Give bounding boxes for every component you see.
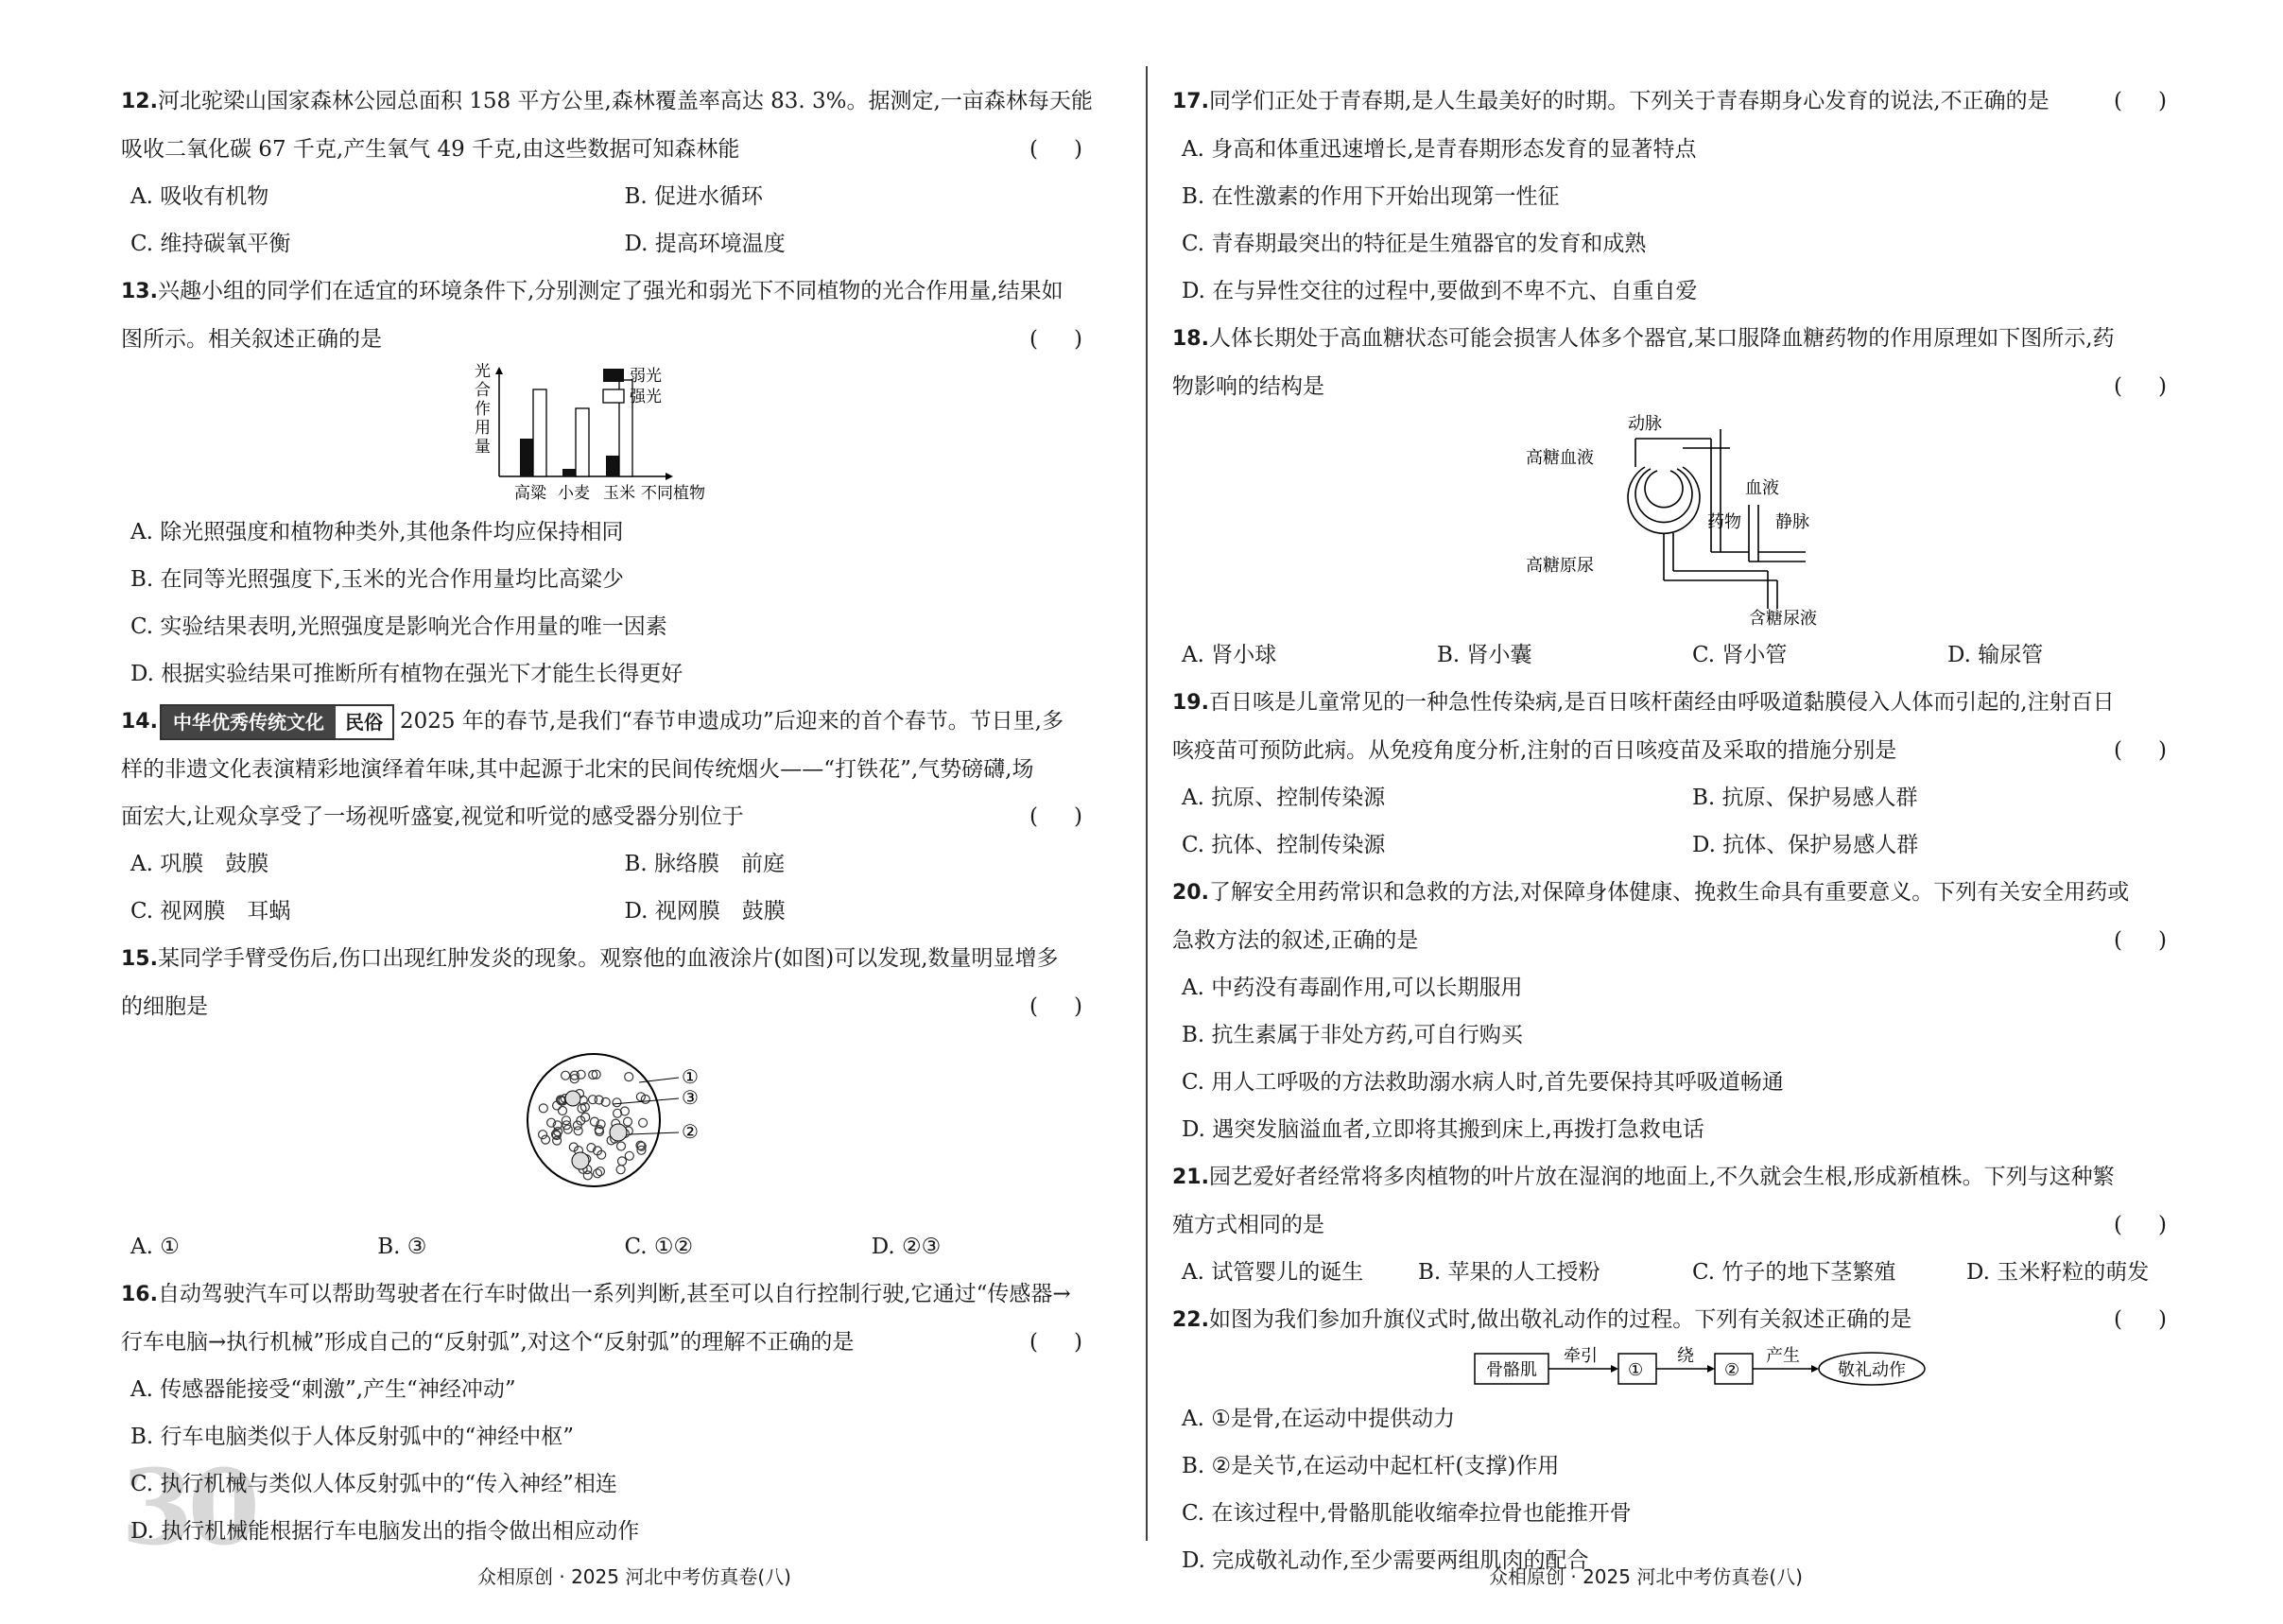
question-text xyxy=(1172,679,2203,727)
tag-sub: 民俗 xyxy=(344,711,383,734)
question-12 xyxy=(121,78,1118,268)
nephron-diagram xyxy=(1172,410,2203,628)
label-1: ① xyxy=(682,1065,699,1088)
question-line: 河北驼梁山国家森林公园总面积 158 平方公里,森林覆盖率高达 83. 3%。据测定,一亩森林每天能 xyxy=(157,89,1093,113)
question-number: 14. xyxy=(121,710,158,734)
tick-label-xiaomai: 小麦 xyxy=(558,484,590,503)
question-22 xyxy=(1172,1296,2203,1584)
question-21 xyxy=(1172,1153,2203,1296)
question-number: 13. xyxy=(121,280,158,303)
question-number: 20. xyxy=(1172,881,1209,905)
option-c: C. 执行机械与类似人体反射弧中的“传入神经”相连 xyxy=(130,1472,617,1496)
answer-paren: () xyxy=(1029,137,1118,162)
option-a: A. 除光照强度和植物种类外,其他条件均应保持相同 xyxy=(130,520,624,544)
question-18 xyxy=(1172,315,2203,679)
question-line: 人体长期处于高血糖状态可能会损害人体多个器官,某口服降血糖药物的作用原理如下图所示,药 xyxy=(1208,326,2115,351)
option-d: D. 视网膜 鼓膜 xyxy=(624,899,786,924)
question-line: 吸收二氧化碳 67 千克,产生氧气 49 千克,由这些数据可知森林能 xyxy=(121,137,740,162)
question-line: 殖方式相同的是 xyxy=(1172,1213,1324,1237)
flow-muscle: 骨骼肌 xyxy=(1486,1360,1537,1380)
option-c: C. 青春期最突出的特征是生殖器官的发育和成熟 xyxy=(1182,232,1647,256)
option-a: A. 巩膜 鼓膜 xyxy=(130,852,269,876)
question-13 xyxy=(121,268,1118,698)
question-line: 图所示。相关叙述正确的是 xyxy=(121,327,382,352)
option-c: C. 肾小管 xyxy=(1692,643,1788,667)
page-number: 30 xyxy=(121,1446,255,1568)
blood-smear-diagram xyxy=(121,1030,1118,1219)
option-c: C. 用人工呼吸的方法救助溺水病人时,首先要保持其呼吸道畅通 xyxy=(1182,1070,1784,1095)
answer-paren: () xyxy=(1029,994,1118,1019)
question-line: 咳疫苗可预防此病。从免疫角度分析,注射的百日咳疫苗及采取的措施分别是 xyxy=(1172,738,1897,763)
category-tag xyxy=(160,704,394,740)
tag-main: 中华优秀传统文化 xyxy=(162,706,336,738)
question-15 xyxy=(121,935,1118,1270)
question-text xyxy=(1172,869,2203,917)
answer-paren: () xyxy=(2114,738,2203,763)
label-high-sugar-blood: 高糖血液 xyxy=(1526,448,1594,468)
question-19 xyxy=(1172,679,2203,869)
question-14 xyxy=(121,698,1118,935)
option-b: B. ③ xyxy=(377,1235,427,1259)
question-number: 22. xyxy=(1172,1308,1209,1332)
option-a: A. 中药没有毒副作用,可以长期服用 xyxy=(1182,976,1523,1000)
bar-weak-yumi xyxy=(606,456,619,476)
option-d: D. 提高环境温度 xyxy=(624,232,786,256)
question-text xyxy=(121,316,1118,363)
question-line: 自动驾驶汽车可以帮助驾驶者在行车时做出一系列判断,甚至可以自行控制行驶,它通过“传感器→ xyxy=(157,1282,1071,1306)
answer-paren: () xyxy=(1029,804,1118,829)
question-number: 19. xyxy=(1172,691,1209,715)
question-text xyxy=(121,268,1118,316)
option-b: B. 促进水循环 xyxy=(624,184,764,209)
option-d: D. 输尿管 xyxy=(1947,643,2044,667)
question-text xyxy=(121,126,1118,173)
chart-y-label: 光合作用量 xyxy=(475,363,491,457)
flow-pull: 牵引 xyxy=(1564,1346,1598,1366)
answer-paren: () xyxy=(2114,1213,2203,1237)
tick-label-gaoliang: 高粱 xyxy=(514,484,546,503)
question-line: 某同学手臂受伤后,伤口出现红肿发炎的现象。观察他的血液涂片(如图)可以发现,数量明显增多 xyxy=(157,946,1059,971)
question-line: 百日咳是儿童常见的一种急性传染病,是百日咳杆菌经由呼吸道黏膜侵入人体而引起的,注射百日 xyxy=(1208,690,2115,715)
option-a: A. 吸收有机物 xyxy=(130,184,269,209)
option-a: A. 抗原、控制传染源 xyxy=(1182,786,1386,810)
answer-paren: () xyxy=(2114,1307,2203,1332)
question-17 xyxy=(1172,78,2203,315)
answer-paren: () xyxy=(1029,1330,1118,1355)
option-c: C. 视网膜 耳蜗 xyxy=(130,899,291,924)
label-3: ③ xyxy=(682,1086,699,1109)
question-number: 17. xyxy=(1172,90,1209,113)
question-text xyxy=(121,1319,1118,1366)
tick-label-yumi: 玉米 xyxy=(603,484,635,503)
option-a: A. ①是骨,在运动中提供动力 xyxy=(1182,1407,1456,1431)
photosynthesis-bar-chart xyxy=(121,363,1118,505)
option-a: A. ① xyxy=(130,1235,180,1259)
label-vein: 静脉 xyxy=(1775,512,1809,532)
question-text xyxy=(1172,78,2203,126)
option-b: B. 抗原、保护易感人群 xyxy=(1692,786,1918,810)
question-16 xyxy=(121,1270,1118,1555)
question-line: 2025 年的春节,是我们“春节申遗成功”后迎来的首个春节。节日里,多 xyxy=(399,709,1064,734)
flow-around: 绕 xyxy=(1677,1346,1694,1366)
question-text xyxy=(1172,917,2203,964)
page-divider xyxy=(1146,66,1148,1541)
legend-strong: 强光 xyxy=(630,388,662,406)
question-text xyxy=(1172,363,2203,410)
bar-strong-xiaomai xyxy=(576,408,589,476)
option-d: D. 玉米籽粒的萌发 xyxy=(1966,1260,2150,1285)
option-d: D. 在与异性交往的过程中,要做到不卑不亢、自重自爱 xyxy=(1182,279,1698,303)
legend-weak: 弱光 xyxy=(630,367,662,386)
answer-paren: () xyxy=(2114,89,2203,113)
bar-weak-xiaomai xyxy=(562,469,576,476)
option-a: A. 传感器能接受“刺激”,产生“神经冲动” xyxy=(130,1377,516,1402)
question-text xyxy=(121,983,1118,1030)
question-20 xyxy=(1172,869,2203,1153)
label-2: ② xyxy=(682,1120,699,1143)
question-number: 12. xyxy=(121,90,158,113)
option-b: B. 脉络膜 前庭 xyxy=(624,852,786,876)
question-line: 行车电脑→执行机械”形成自己的“反射弧”,对这个“反射弧”的理解不正确的是 xyxy=(121,1330,855,1355)
label-drug: 药物 xyxy=(1707,512,1741,532)
footer-right: 众相原创 · 2025 河北中考仿真卷(八) xyxy=(1489,1565,1803,1588)
footer-left: 众相原创 · 2025 河北中考仿真卷(八) xyxy=(477,1565,791,1588)
option-c: C. 维持碳氧平衡 xyxy=(130,232,291,256)
flow-box-2: ② xyxy=(1724,1360,1740,1380)
option-b: B. 行车电脑类似于人体反射弧中的“神经中枢” xyxy=(130,1425,575,1449)
left-column xyxy=(121,78,1118,1555)
question-line: 急救方法的叙述,正确的是 xyxy=(1172,928,1419,953)
question-line: 同学们正处于青春期,是人生最美好的时期。下列关于青春期身心发育的说法,不正确的是 xyxy=(1208,89,2050,113)
option-d: D. 根据实验结果可推断所有植物在强光下才能生长得更好 xyxy=(130,662,683,686)
label-sugar-urine: 含糖尿液 xyxy=(1749,609,1817,628)
flow-produce: 产生 xyxy=(1766,1346,1800,1366)
question-line: 物影响的结构是 xyxy=(1172,374,1324,399)
salute-flow-diagram xyxy=(1172,1344,2203,1391)
question-number: 15. xyxy=(121,947,158,971)
answer-paren: () xyxy=(1029,327,1118,352)
option-d: D. 遇突发脑溢血者,立即将其搬到床上,再拨打急救电话 xyxy=(1182,1117,1704,1142)
chart-x-label: 不同植物 xyxy=(641,484,705,503)
option-b: B. 在同等光照强度下,玉米的光合作用量均比高粱少 xyxy=(130,567,624,592)
question-text xyxy=(121,935,1118,983)
question-number: 21. xyxy=(1172,1166,1209,1189)
option-c: C. 在该过程中,骨骼肌能收缩牵拉骨也能推开骨 xyxy=(1182,1501,1632,1526)
option-d: D. 执行机械能根据行车电脑发出的指令做出相应动作 xyxy=(130,1519,640,1544)
question-text xyxy=(121,1270,1118,1319)
question-line: 面宏大,让观众享受了一场视听盛宴,视觉和听觉的感受器分别位于 xyxy=(121,804,744,829)
question-line: 园艺爱好者经常将多肉植物的叶片放在湿润的地面上,不久就会生根,形成新植株。下列与这种繁 xyxy=(1208,1165,2115,1189)
question-text xyxy=(1172,315,2203,363)
label-artery: 动脉 xyxy=(1628,414,1662,434)
question-line: 了解安全用药常识和急救的方法,对保障身体健康、挽救生命具有重要意义。下列有关安全用药或 xyxy=(1208,880,2130,905)
option-b: B. 苹果的人工授粉 xyxy=(1418,1260,1600,1285)
question-text xyxy=(1172,1201,2203,1249)
option-b: B. 肾小囊 xyxy=(1437,643,1532,667)
question-text xyxy=(121,698,1118,746)
bar-weak-gaoliang xyxy=(520,439,533,476)
option-d: D. ②③ xyxy=(871,1235,942,1259)
answer-paren: () xyxy=(2114,374,2203,399)
option-a: A. 试管婴儿的诞生 xyxy=(1182,1260,1364,1285)
option-b: B. 在性激素的作用下开始出现第一性征 xyxy=(1182,184,1560,209)
option-d: D. 抗体、保护易感人群 xyxy=(1692,833,1919,857)
label-blood: 血液 xyxy=(1745,478,1779,498)
question-line: 兴趣小组的同学们在适宜的环境条件下,分别测定了强光和弱光下不同植物的光合作用量,结果如 xyxy=(157,279,1064,303)
option-b: B. 抗生素属于非处方药,可自行购买 xyxy=(1182,1023,1523,1047)
flow-action: 敬礼动作 xyxy=(1838,1360,1906,1380)
option-c: C. ①② xyxy=(624,1235,694,1259)
question-text xyxy=(1172,1153,2203,1201)
right-column xyxy=(1172,78,2203,1584)
question-text xyxy=(1172,727,2203,774)
option-c: C. 竹子的地下茎繁殖 xyxy=(1692,1260,1896,1285)
question-line: 的细胞是 xyxy=(121,994,208,1019)
option-c: C. 实验结果表明,光照强度是影响光合作用量的唯一因素 xyxy=(130,614,667,639)
question-text xyxy=(121,78,1118,126)
option-a: A. 身高和体重迅速增长,是青春期形态发育的显著特点 xyxy=(1182,137,1697,162)
question-text xyxy=(121,746,1118,793)
question-number: 16. xyxy=(121,1283,158,1306)
question-line: 如图为我们参加升旗仪式时,做出敬礼动作的过程。下列有关叙述正确的是 xyxy=(1208,1307,1912,1332)
question-text xyxy=(1172,1296,2203,1344)
question-text xyxy=(121,793,1118,840)
question-line: 样的非遗文化表演精彩地演绎着年味,其中起源于北宋的民间传统烟火——“打铁花”,气势磅礴,场 xyxy=(121,757,1034,782)
option-c: C. 抗体、控制传染源 xyxy=(1182,833,1386,857)
option-d: D. 完成敬礼动作,至少需要两组肌肉的配合 xyxy=(1182,1548,1589,1573)
option-a: A. 肾小球 xyxy=(1182,643,1277,667)
bar-strong-gaoliang xyxy=(533,389,546,476)
flow-box-1: ① xyxy=(1628,1360,1644,1380)
option-b: B. ②是关节,在运动中起杠杆(支撑)作用 xyxy=(1182,1454,1560,1478)
answer-paren: () xyxy=(2114,928,2203,953)
label-high-sugar-urine: 高糖原尿 xyxy=(1526,556,1594,576)
question-number: 18. xyxy=(1172,327,1209,351)
